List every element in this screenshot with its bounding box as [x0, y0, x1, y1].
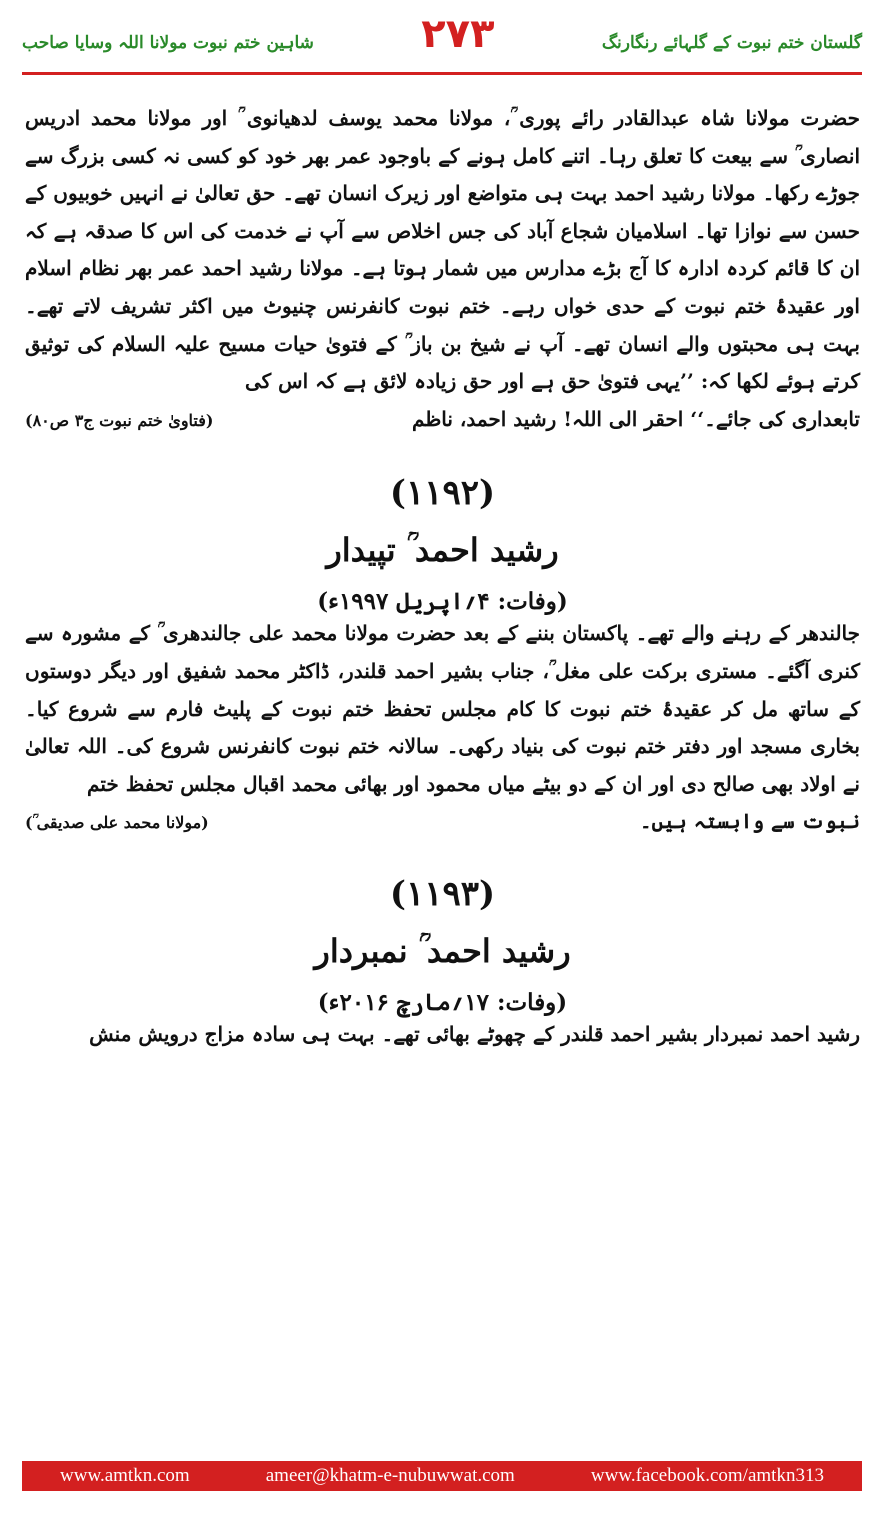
entry-death-date: (وفات: ۱۷؍مارچ ۲۰۱۶ء): [317, 988, 568, 1016]
entry-title: رشید احمد ؒ نمبردار: [314, 931, 571, 970]
entry-source: (مولانا محمد علی صدیقی ؒ): [25, 813, 209, 833]
footer-website-link[interactable]: www.amtkn.com: [60, 1465, 190, 1486]
intro-source: (فتاویٰ ختم نبوت ج۳ ص۸۰): [25, 410, 214, 430]
page-number: ۲۷۳: [421, 11, 495, 57]
intro-paragraph: حضرت مولانا شاہ عبدالقادر رائے پوری ؒ، مولانا محمد یوسف لدھیانوی ؒ اور مولانا محمد ادریس انصاری ؒ سے بیعت کا تعلق رہا۔ اتنے کامل ہونے کے باوجود عمر بھر خود کو کسی نہ کسی بزرگ سے جوڑے رکھا۔ مولانا رشید احمد بہت ہی متواضع اور زیرک انسان تھے۔ حق تعالیٰ نے انہیں خوبیوں کے حسن سے نوازا تھا۔ اسلامیان شجاع آباد کی جس اخلاص سے آپ نے خدمت کی اس کا صدقہ ہے کہ ان کا قائم کردہ ادارہ کا آج بڑے مدارس میں شمار ہوتا ہے۔ مولانا رشید احمد عمر بھر نظام اسلام اور عقیدۂ ختم نبوت کے حدی خواں رہے۔ ختم نبوت کانفرنس چنیوٹ میں اکثر تشریف لاتے تھے۔ بہت ہی محبتوں والے انسان تھے۔ آپ نے شیخ بن باز ؒ کے فتویٰ حیات مسیح علیہ السلام کی توثیق کرتے ہوئے لکھا کہ: ’’یہی فتویٰ حق ہے اور حق زیادہ لائق ہے کہ اس کی: [25, 106, 860, 394]
entry-paragraph: رشید احمد نمبردار بشیر احمد قلندر کے چھوٹے بھائی تھے۔ بہت ہی سادہ مزاج درویش منش: [89, 1021, 860, 1046]
page-header: [22, 11, 862, 74]
book-title: گلستان ختم نبوت کے گلہائے رنگارنگ: [601, 33, 862, 53]
page-footer: [22, 1461, 862, 1491]
entry-number: (۱۱۹۳): [389, 873, 496, 914]
footer-email-link[interactable]: ameer@khatm-e-nubuwwat.com: [265, 1465, 515, 1486]
intro-last-line: تابعداری کی جائے۔‘‘ احقر الی اللہ! رشید احمد، ناظم: [412, 406, 860, 431]
entry-number: (۱۱۹۲): [389, 473, 496, 514]
entry-closing-line: [25, 803, 860, 842]
header-divider: [22, 72, 862, 75]
page-content: [25, 100, 860, 1440]
entry-title: رشید احمد ؒ تپیدار: [326, 531, 559, 570]
author-title: شاہین ختم نبوت مولانا اللہ وسایا صاحب: [22, 33, 314, 53]
entry-last-line: نبوت سے وابستہ ہیں۔: [639, 809, 860, 834]
footer-facebook-link[interactable]: www.facebook.com/amtkn313: [590, 1465, 824, 1486]
entry-death-date: (وفات: ۴؍اپریل ۱۹۹۷ء): [317, 588, 568, 616]
intro-closing-line: [25, 401, 860, 440]
entry-paragraph: جالندھر کے رہنے والے تھے۔ پاکستان بننے کے بعد حضرت مولانا محمد علی جالندھری ؒ کے مشورہ سے کنری آگئے۔ مستری برکت علی مغل ؒ، جناب بشیر احمد قلندر، ڈاکٹر محمد شفیق اور دیگر دوستوں کے ساتھ مل کر عقیدۂ ختم نبوت کا کام مجلس تحفظ ختم نبوت کے پلیٹ فارم سے شروع کیا۔ بخاری مسجد اور دفتر ختم نبوت کی بنیاد رکھی۔ سالانہ ختم نبوت کانفرنس شروع کی۔ اللہ تعالیٰ نے اولاد بھی صالح دی اور ان کے دو بیٹے میاں محمود اور بھائی محمد اقبال مجلس تحفظ ختم: [25, 621, 860, 796]
